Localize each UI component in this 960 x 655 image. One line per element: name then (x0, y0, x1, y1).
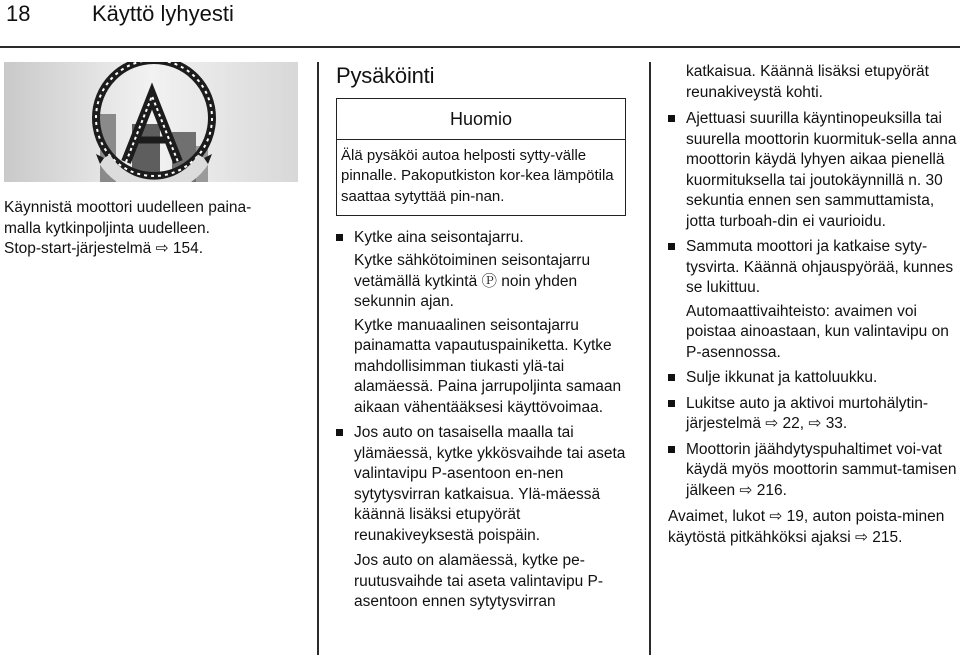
caution-note (336, 98, 626, 216)
auto-stop-start-icon (4, 62, 298, 182)
header-rule (0, 46, 960, 48)
bullet-item (668, 109, 958, 232)
bullet-text: Moottorin jäähdytyspuhaltimet voi-vat käydä myös moottorin sammut-tamisen jälkeen ⇨ 216. (686, 440, 957, 499)
bullet-item (668, 394, 958, 435)
parking-instructions (336, 228, 632, 613)
bullet-item (668, 237, 958, 363)
bullet-text: Sammuta moottori ja katkaise syty-tysvirta. Käännä ohjauspyörää, kunnes se lukittuu. (686, 238, 954, 296)
section-title: Pysäköinti (336, 63, 435, 88)
restart-line-2: malla kytkinpoljinta uudelleen. (4, 219, 210, 237)
bullet-item (336, 228, 632, 419)
column-divider-1 (317, 62, 319, 655)
note-heading: Huomio (337, 99, 625, 140)
cross-reference-paragraph: Avaimet, lukot ⇨ 19, auton poista-minen käytöstä pitkähköksi ajaksi ⇨ 215. (668, 508, 945, 546)
continued-text: katkaisua. Käännä lisäksi etupyörät reunakiveystä kohti. (686, 63, 929, 101)
bullet-text: Jos auto on tasaisella maalla tai ylämäessä, kytke ykkösvaihde tai aseta valintavipu P-asentoon en-nen sytytysvirran katkaisua. Ylä-mäessä käännä lisäksi etupyörät reunakiveyksestä poispäin. (354, 424, 626, 544)
page-number: 18 (6, 1, 31, 26)
note-body: Älä pysäköi autoa helposti sytty-välle pinnalle. Pakoputkiston kor-kea lämpötila saattaa sytyttää pin-nan. (341, 147, 614, 205)
stop-start-reference: Stop-start-järjestelmä ⇨ 154. (4, 240, 204, 257)
bullet-text: Kytke manuaalinen seisontajarru painamatta vapautuspainiketta. Kytke mahdollisimman tiukasti ylä-tai alamäessä. Paina jarrupoljinta samaan aikaan vähentääksesi käyttövoimaa. (354, 316, 622, 416)
bullet-text: Lukitse auto ja aktivoi murtohälytin-järjestelmä ⇨ 22, ⇨ 33. (686, 394, 929, 432)
left-column-text (4, 198, 300, 260)
column-divider-2 (649, 62, 651, 655)
bullet-item (336, 423, 632, 546)
bullet-item (668, 368, 958, 389)
bullet-text: Kytke sähkötoiminen seisontajarru vetämällä kytkintä Ⓟ noin yhden sekunnin ajan. (354, 252, 591, 311)
downhill-paragraph: Jos auto on alamäessä, kytke pe-ruutusvaihde tai aseta valintavipu P-asentoon ennen sytytysvirran (354, 552, 604, 611)
restart-line-1: Käynnistä moottori uudelleen paina- (4, 199, 252, 216)
bullet-text: Kytke aina seisontajarru. (354, 228, 524, 246)
bullet-item (668, 440, 958, 502)
bullet-text: Sulje ikkunat ja kattoluukku. (686, 369, 878, 386)
auto-stop-start-illustration (4, 62, 298, 182)
running-header-title: Käyttö lyhyesti (92, 1, 234, 26)
right-column-text (668, 62, 958, 548)
bullet-text: Ajettuasi suurilla käyntinopeuksilla tai suurella moottorin kuormituk-sella anna moottorin käydä lyhyen aikaa pienellä kuormituksella tai joutokäynnillä n. 30 sekuntia ennen sen sammuttamista, jotta turboah-din ei vaurioidu. (686, 110, 957, 230)
bullet-text: Automaattivaihteisto: avaimen voi poistaa ainoastaan, kun valintavipu on P-asennossa. (686, 302, 949, 361)
parking-section (336, 62, 632, 613)
